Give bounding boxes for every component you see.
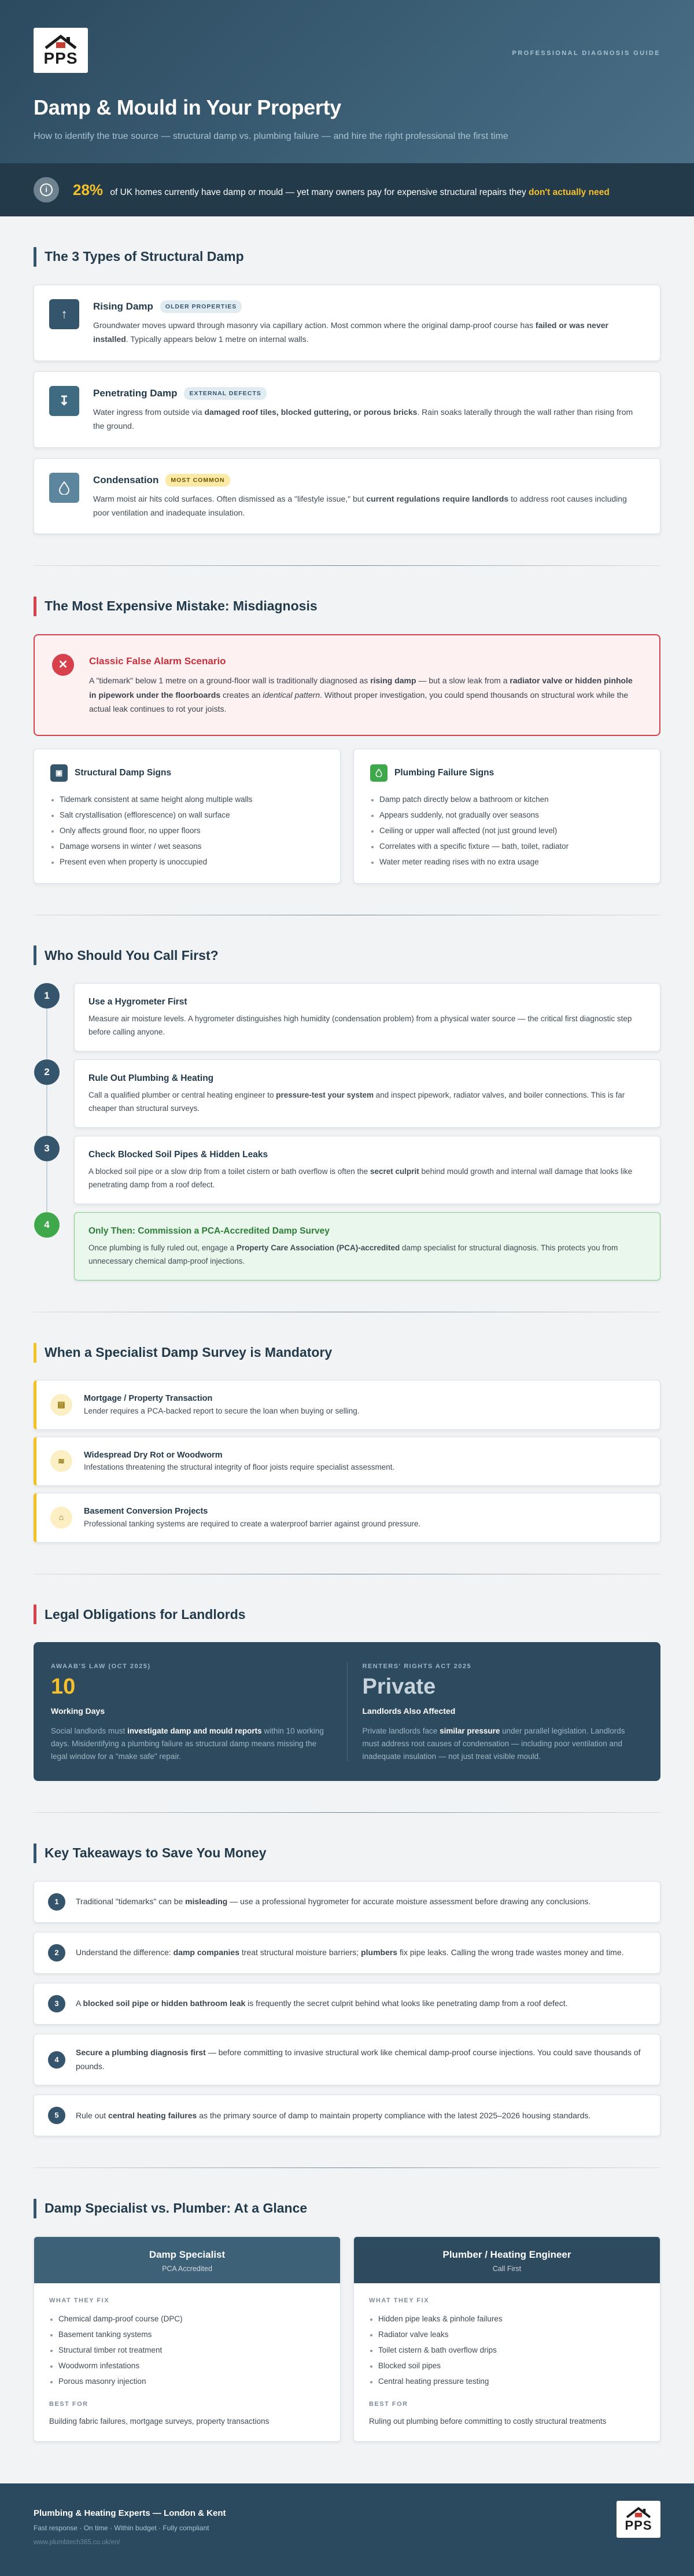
item-title: Basement Conversion Projects [84, 1507, 208, 1517]
item-text: Lender requires a PCA-backed report to secure the loan when buying or selling. [84, 1406, 360, 1415]
step-title: Use a Hygrometer First [88, 997, 187, 1007]
list-item: Basement tanking systems [49, 2327, 325, 2343]
takeaway-item [34, 1983, 660, 2025]
document-icon: ▤ [50, 1394, 72, 1416]
step-text: A blocked soil pipe or a slow drip from a toilet cistern or bath overflow is often the secret culprit behind mould growth and internal wall damage that looks like penetrating damp from a roof defect. [88, 1166, 633, 1189]
card-title: Plumber / Heating Engineer [442, 2249, 571, 2261]
section-types-title [34, 246, 660, 267]
alert-title: Classic False Alarm Scenario [89, 656, 226, 667]
step-text: Call a qualified plumber or central heating engineer to pressure-test your system and inspect pipework, radiator valves, and boiler connections. This is far cheaper than structural surveys. [88, 1091, 625, 1113]
damp-type-card [34, 458, 660, 535]
section-heading: Legal Obligations for Landlords [45, 1606, 246, 1622]
mandatory-item [34, 1380, 660, 1429]
takeaway-item [34, 1881, 660, 1923]
awaabs-law-column [51, 1662, 347, 1761]
takeaway-text: A blocked soil pipe or hidden bathroom leak is frequently the secret culprit behind what looks like penetrating damp from a roof defect. [76, 1998, 568, 2008]
structural-signs-card [34, 749, 341, 884]
legal-panel [34, 1642, 660, 1781]
step-number: 4 [34, 1212, 60, 1238]
takeaway-text: Traditional "tidemarks" can be misleading — use a professional hygrometer for accurate moisture assessment before drawing any conclusions. [76, 1896, 591, 1906]
item-title: Widespread Dry Rot or Woodworm [84, 1450, 223, 1460]
law-label: AWAAB'S LAW (OCT 2025) [51, 1663, 151, 1670]
law-text: Social landlords must investigate damp and mould reports within 10 working days. Misidentifying a plumbing failure as structural damp means missing the legal window for a "make safe" repair. [51, 1726, 324, 1761]
list-item: Tidemark consistent at same height along multiple walls [50, 792, 324, 808]
signs-comparison [34, 749, 660, 884]
comparison-panel [34, 2236, 660, 2442]
footer-title: Plumbing & Heating Experts — London & Kent [34, 2508, 226, 2519]
damp-type-name: Condensation [93, 474, 159, 485]
layers-icon: ≋ [50, 1450, 72, 1472]
list-item: Salt crystallisation (efflorescence) on wall surface [50, 808, 324, 823]
takeaway-number: 3 [48, 1995, 65, 2012]
section-mandatory-title [34, 1342, 660, 1363]
takeaway-text: Understand the difference: damp companies treat structural moisture barriers; plumbers fix pipe leaks. Calling the wrong trade wastes money and time. [76, 1947, 624, 1957]
house-roof-icon [625, 2507, 652, 2518]
company-logo[interactable] [34, 28, 88, 73]
house-roof-icon [43, 34, 78, 49]
takeaway-number: 5 [48, 2107, 65, 2124]
law-figure: Private [362, 1675, 436, 1699]
list-item: Toilet cistern & bath overflow drips [369, 2343, 645, 2358]
takeaway-item [34, 1932, 660, 1974]
takeaway-text: Secure a plumbing diagnosis first — before committing to invasive structural work like chemical damp-proof course injections. You could save thousands of pounds. [76, 2047, 641, 2071]
list-item: Blocked soil pipes [369, 2358, 645, 2374]
takeaway-item [34, 2095, 660, 2136]
list-item: Only affects ground floor, no upper floors [50, 823, 324, 839]
card-subtitle: PCA Accredited [162, 2265, 212, 2273]
step-text: Measure air moisture levels. A hygrometer distinguishes high humidity (condensation problem) from a physical water source — the critical first diagnostic step before calling anyone. [88, 1014, 632, 1037]
renters-rights-column [347, 1662, 644, 1761]
fix-label: WHAT THEY FIX [49, 2297, 110, 2304]
law-subtitle: Working Days [51, 1706, 105, 1716]
damp-type-description: Water ingress from outside via damaged roof tiles, blocked guttering, or porous bricks. Rain soaks laterally through the wall rather than rising from the ground. [93, 407, 633, 430]
best-label: BEST FOR [49, 2401, 88, 2408]
step-item [34, 1136, 660, 1204]
takeaway-number: 4 [48, 2051, 65, 2069]
page-title: Damp & Mould in Your Property [34, 95, 342, 119]
section-takeaways-title [34, 1843, 660, 1864]
damp-type-description: Warm moist air hits cold surfaces. Often dismissed as a "lifestyle issue," but current regulations require landlords to address root causes including poor ventilation and inadequate insulation. [93, 494, 627, 517]
damp-type-badge: MOST COMMON [165, 474, 230, 487]
takeaway-number: 2 [48, 1944, 65, 1962]
alert-text: A "tidemark" below 1 metre on a ground-floor wall is traditionally diagnosed as rising damp — but a slow leak from a radiator valve or hidden pinhole in pipework under the floorboards creates an identical pattern. Without proper investigation, you could spend thousands on structural work while the actual leak continues to rot your joists. [89, 676, 633, 714]
law-label: RENTERS' RIGHTS ACT 2025 [362, 1663, 472, 1670]
plumbing-signs-card [353, 749, 660, 884]
takeaway-number: 1 [48, 1893, 65, 1911]
mandatory-item [34, 1437, 660, 1486]
step-number: 3 [34, 1136, 60, 1161]
droplet-icon [370, 764, 387, 782]
step-item [34, 983, 660, 1051]
section-steps-title [34, 945, 660, 966]
list-item: Present even when property is unoccupied [50, 855, 324, 870]
section-heading: Key Takeaways to Save You Money [45, 1845, 267, 1861]
card-title: Structural Damp Signs [75, 767, 172, 778]
best-text: Building fabric failures, mortgage surveys, property transactions [49, 2416, 270, 2426]
step-number: 1 [34, 983, 60, 1009]
droplet-icon [49, 473, 79, 503]
section-legal-title [34, 1605, 660, 1625]
step-item-final [34, 1212, 660, 1280]
step-number: 2 [34, 1059, 60, 1085]
list-item: Correlates with a specific fixture — bath, toilet, radiator [370, 839, 644, 855]
damp-type-name: Rising Damp [93, 300, 153, 312]
false-alarm-alert [34, 634, 660, 736]
section-heading: The Most Expensive Mistake: Misdiagnosis [45, 598, 318, 614]
stat-bar [0, 163, 694, 216]
step-title: Rule Out Plumbing & Heating [88, 1073, 214, 1084]
best-text: Ruling out plumbing before committing to costly structural treatments [369, 2416, 607, 2426]
step-title: Check Blocked Soil Pipes & Hidden Leaks [88, 1149, 268, 1160]
steps-list [34, 983, 660, 1280]
fix-label: WHAT THEY FIX [369, 2297, 430, 2304]
card-title: Damp Specialist [149, 2249, 226, 2261]
section-heading: The 3 Types of Structural Damp [45, 249, 244, 264]
list-item: Central heating pressure testing [369, 2374, 645, 2390]
list-item: Hidden pipe leaks & pinhole failures [369, 2312, 645, 2327]
list-item: Appears suddenly, not gradually over seasons [370, 808, 644, 823]
section-misdiagnosis-title [34, 596, 660, 617]
section-divider [34, 565, 660, 566]
list-item: Ceiling or upper wall affected (not just ground level) [370, 823, 644, 839]
section-heading: Who Should You Call First? [45, 947, 219, 963]
arrow-up-icon: ↑ [49, 299, 79, 329]
logo-text: PPS [43, 49, 78, 67]
damp-type-card [34, 285, 660, 361]
info-icon: i [34, 177, 59, 203]
step-item [34, 1059, 660, 1128]
list-item: Woodworm infestations [49, 2358, 325, 2374]
section-divider [34, 2167, 660, 2168]
section-heading: Damp Specialist vs. Plumber: At a Glance [45, 2200, 308, 2216]
card-subtitle: Call First [492, 2265, 522, 2273]
arrow-down-icon: ↧ [49, 386, 79, 416]
law-figure: 10 [51, 1675, 76, 1699]
list-item: Chemical damp-proof course (DPC) [49, 2312, 325, 2327]
card-title: Plumbing Failure Signs [394, 767, 494, 778]
damp-type-card [34, 371, 660, 448]
best-label: BEST FOR [369, 2401, 408, 2408]
footer-tagline: Fast response · On time · Within budget · Fully compliant [34, 2523, 209, 2532]
list-item: Damage worsens in winter / wet seasons [50, 839, 324, 855]
plumber-card [353, 2236, 660, 2442]
section-comparison-title [34, 2198, 660, 2219]
item-text: Infestations threatening the structural integrity of floor joists require specialist assessment. [84, 1463, 395, 1472]
close-circle-icon: ✕ [52, 654, 74, 676]
damp-type-description: Groundwater moves upward through masonry via capillary action. Most common where the original damp-proof course has failed or was never installed. Typically appears below 1 metre on internal walls. [93, 320, 608, 344]
footer-url[interactable]: www.plumbtech365.co.uk/en/ [34, 2539, 120, 2546]
wall-icon: ▣ [50, 764, 68, 782]
guide-tag: PROFESSIONAL DIAGNOSIS GUIDE [512, 50, 660, 57]
section-divider [34, 1812, 660, 1813]
takeaway-text: Rule out central heating failures as the primary source of damp to maintain property compliance with the latest 2025–2026 housing standards. [76, 2110, 591, 2120]
stat-value: 28% [73, 181, 104, 198]
mandatory-item [34, 1493, 660, 1542]
logo-text: PPS [625, 2518, 652, 2533]
damp-type-badge: OLDER PROPERTIES [160, 300, 242, 313]
damp-type-name: Penetrating Damp [93, 387, 178, 399]
stat-highlight: don't actually need [529, 187, 610, 197]
list-item: Structural timber rot treatment [49, 2343, 325, 2358]
damp-specialist-card [34, 2236, 341, 2442]
takeaway-item [34, 2034, 660, 2086]
basement-icon: ⌂ [50, 1507, 72, 1529]
law-subtitle: Landlords Also Affected [362, 1706, 456, 1716]
page-subtitle: How to identify the true source — structural damp vs. plumbing failure — and hire the right professional the first time [34, 131, 508, 141]
list-item: Radiator valve leaks [369, 2327, 645, 2343]
footer-logo[interactable] [617, 2501, 660, 2538]
law-text: Private landlords face similar pressure under parallel legislation. Landlords must address root causes of condensation — including poor ventilation and inadequate insulation — not just treat visible mould. [362, 1726, 625, 1761]
step-text: Once plumbing is fully ruled out, engage a Property Care Association (PCA)-accredited damp specialist for structural diagnosis. This protects you from unnecessary chemical damp-proof injections. [88, 1243, 618, 1265]
item-text: Professional tanking systems are required to create a waterproof barrier against ground pressure. [84, 1519, 421, 1528]
list-item: Water meter reading rises with no extra usage [370, 855, 644, 870]
list-item: Porous masonry injection [49, 2374, 325, 2390]
hero-header [0, 0, 694, 163]
section-heading: When a Specialist Damp Survey is Mandatory [45, 1344, 333, 1360]
step-title: Only Then: Commission a PCA-Accredited Damp Survey [88, 1226, 330, 1236]
page-footer [0, 2483, 694, 2576]
list-item: Damp patch directly below a bathroom or kitchen [370, 792, 644, 808]
stat-text [73, 178, 610, 201]
stat-description: of UK homes currently have damp or mould — yet many owners pay for expensive structural repairs they [110, 187, 526, 197]
damp-type-badge: EXTERNAL DEFECTS [184, 387, 266, 400]
item-title: Mortgage / Property Transaction [84, 1394, 213, 1404]
